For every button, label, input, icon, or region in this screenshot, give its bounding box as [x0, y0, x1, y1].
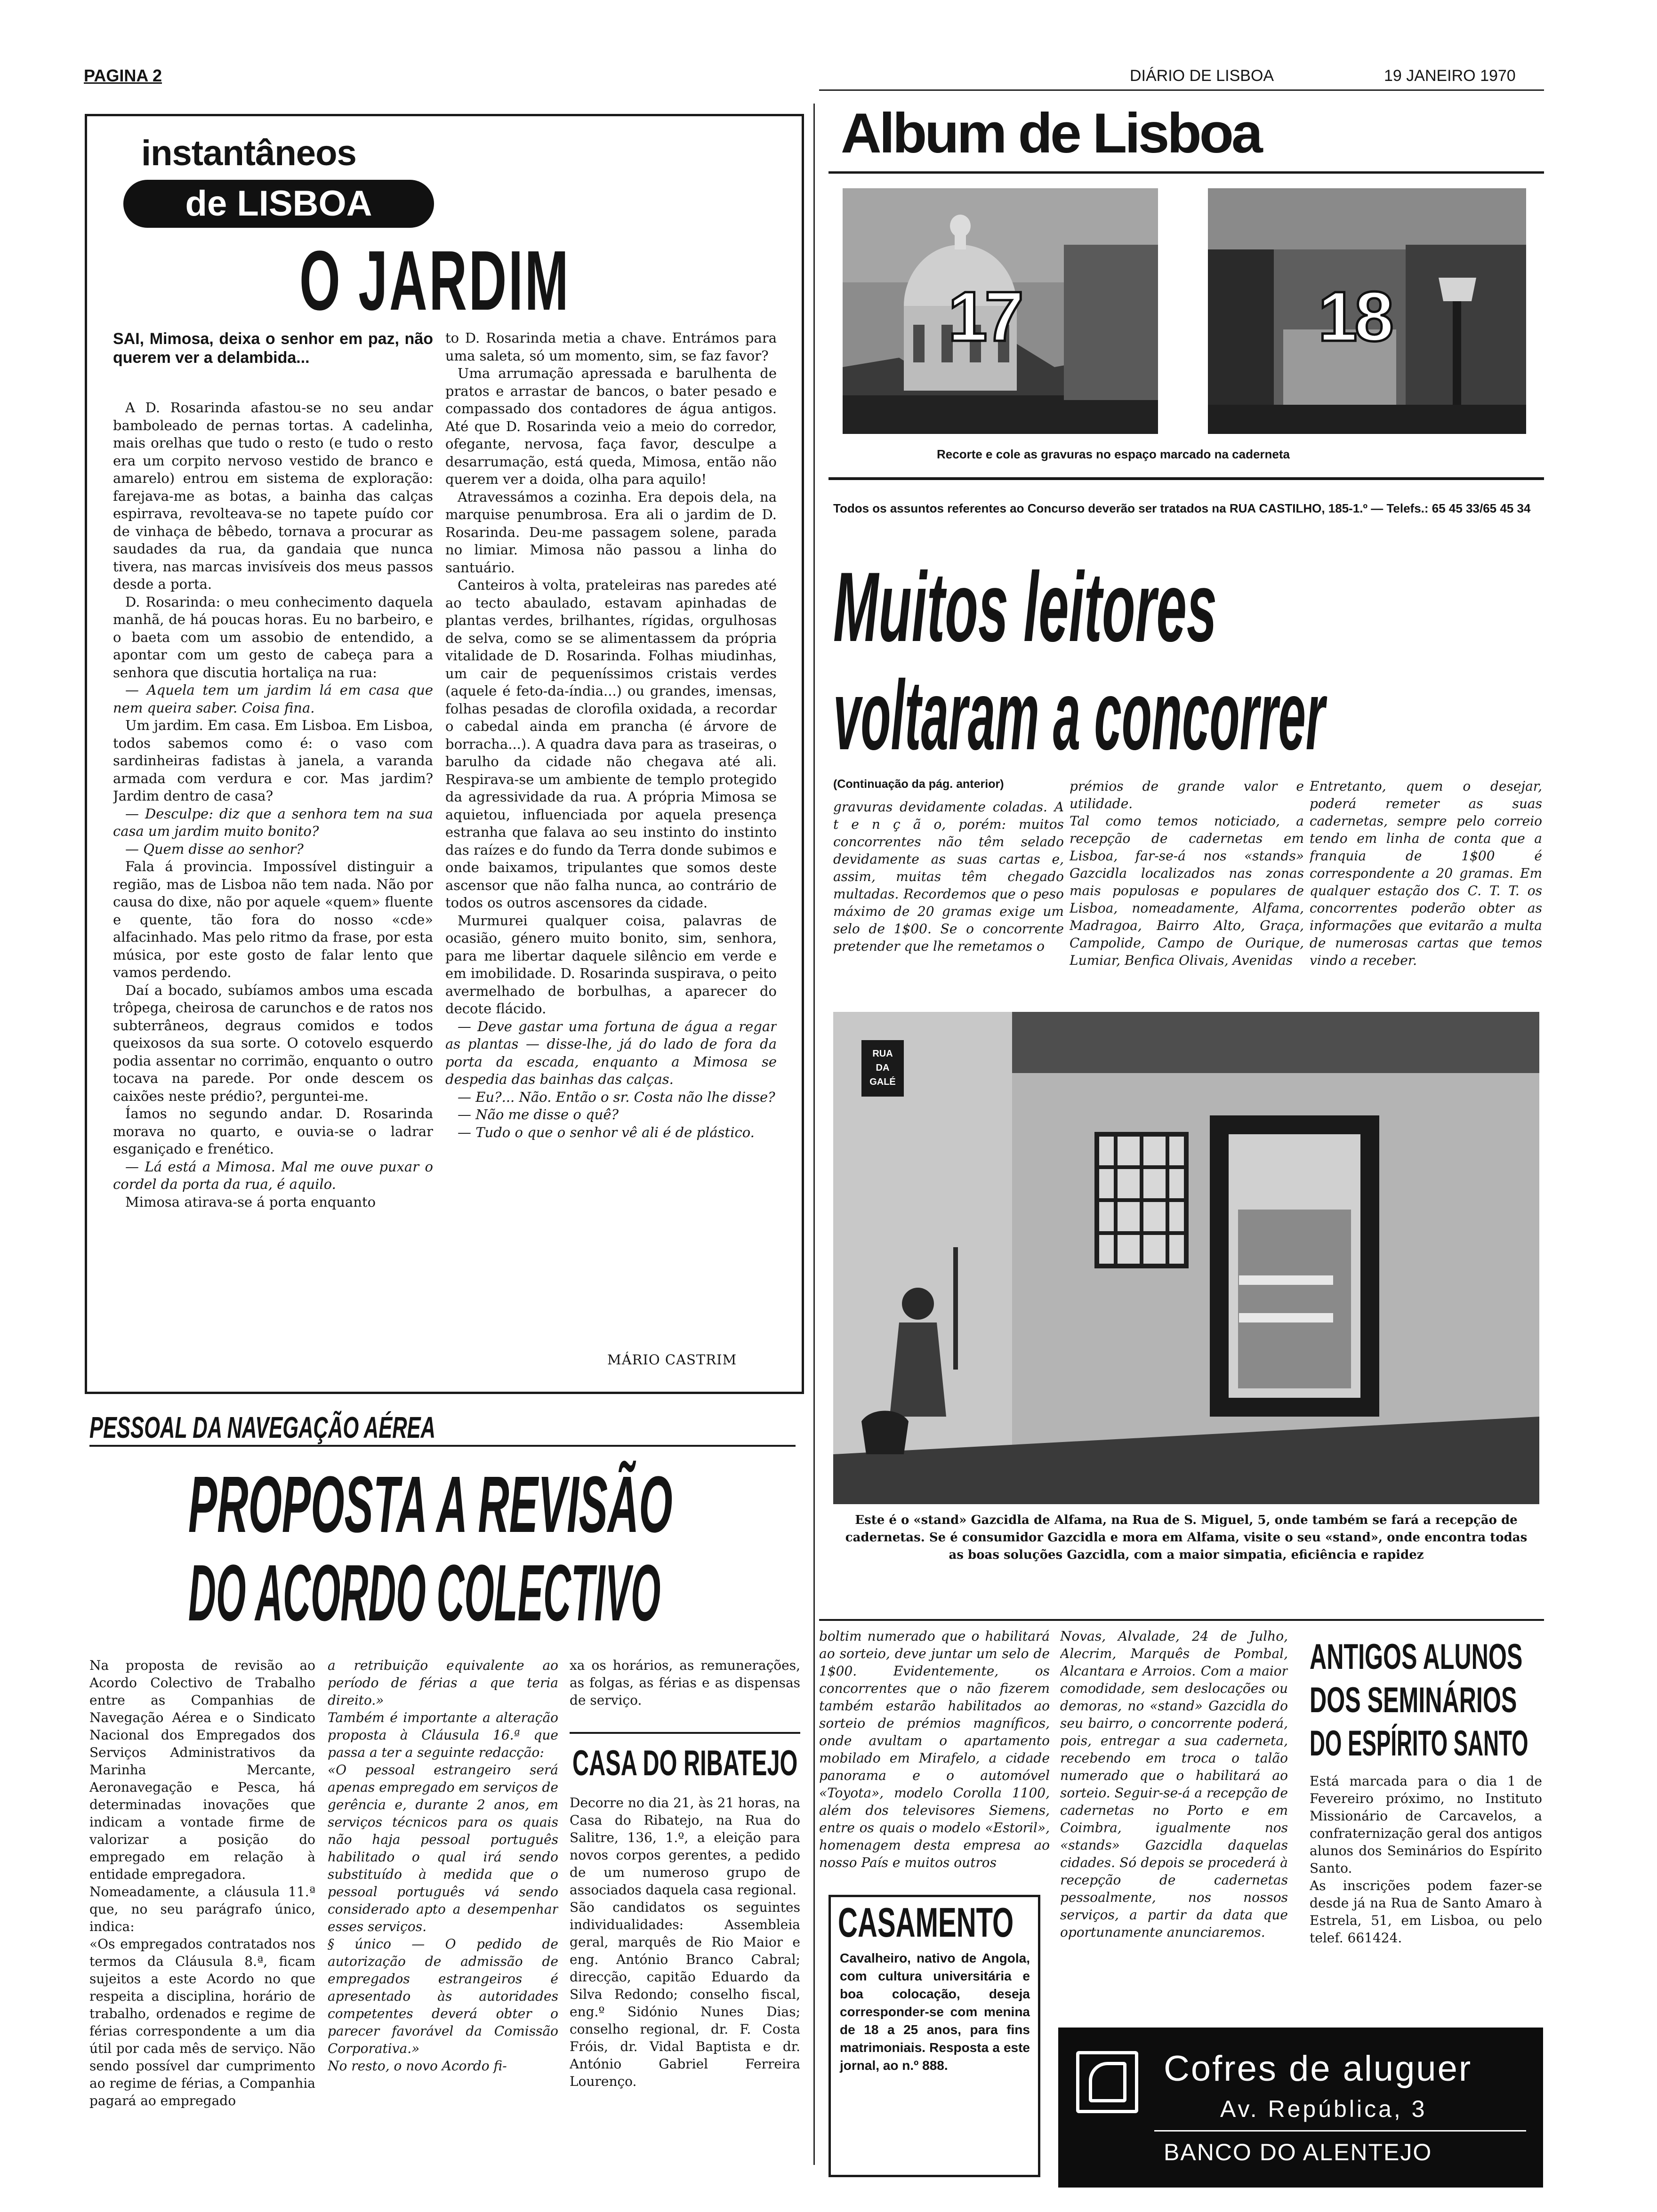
jardim-col1-p9: Íamos no segundo andar. D. Rosarinda morava no quarto, e ouvia-se o ladrar esganiçado e frenético. — [113, 1106, 433, 1157]
ribatejo-title: CASA DO RIBATEJO — [572, 1743, 798, 1783]
jardim-col2-p1: to D. Rosarinda metia a chave. Entrámos para uma saleta, só um momento, sim, se faz favor? — [445, 330, 777, 364]
ribatejo-body: Decorre no dia 21, às 21 horas, na Casa do Ribatejo, na Rua do Salitre, 136, 1.º, a eleição para novos corpos gerentes, a pedido de um numeroso grupo de associados daquela casa regional. São candidatos os seguintes individualidades: Assembleia geral, marquês de Rio Maior e eng. António Branco Cabral; direcção, capitão Eduardo da Silva Redondo; conselho fiscal, eng.º Sidónio Nunes Dias; conselho regional, dr. F. Costa Fróis, dr. Vidal Baptista e dr. António Gabriel Ferreira Lourenço. — [570, 1795, 800, 2089]
street-sign — [861, 1040, 904, 1097]
antigos-title-3: DO ESPÍRITO SANTO — [1310, 1723, 1528, 1763]
ad-line-3: BANCO DO ALENTEJO — [1164, 2139, 1432, 2165]
ad-line-2: Av. República, 3 — [1220, 2096, 1427, 2122]
jardim-col2-p4: Canteiros à volta, prateleiras nas paredes até ao tecto abaulado, estavam apinhadas de plantas verdes, brilhantes, rígidas, orgulhosas de selva, como se se alimentassem da própria vitalidade de D. Rosarinda. Folhas miudinhas, um cair de pequeníssimos cristais verdes (aquele é feto-da-índia...) ou grandes, imensas, folhas pesadas de clorofila oxidada, a recordar o cabedal ainda em prancha (é árvore de borracha...). A quadra dava para as traseiras, o barulho da cidade não chegava até ali. Respirava-se um ambiente de templo protegido da agressividade da rua. A própria Mimosa se aquietou, influenciada por aquela presença estranha que falava ao seu instinto do instinto das raízes e do fundo da Terra donde subimos e onde baixamos, tripulantes que somos deste ascensor que não falha nunca, ao contrário de todos os outros ascensores da cidade. — [445, 577, 777, 911]
street-sign-line2: DA — [876, 1063, 890, 1073]
jardim-col1-p11: Mimosa atirava-se á porta enquanto — [125, 1194, 376, 1210]
center-column-rule — [813, 104, 815, 2165]
jardim-col2-p7: — Eu?... Não. Então o sr. Costa não lhe disse? — [458, 1089, 775, 1105]
album-number-17: 17 — [948, 277, 1021, 356]
aviation-col3: xa os horários, as remunerações, as folgas, as férias e as dispensas de serviço. — [570, 1658, 800, 1708]
jardim-col1-p10: — Lá está a Mimosa. Mal me ouve puxar o cordel da porta da rua, é aquilo. — [113, 1158, 433, 1192]
jardim-col2 — [445, 329, 777, 1327]
jardim-lead: SAI, Mimosa, deixa o senhor em paz, não querem ver a delambida... — [113, 330, 433, 367]
aviation-headline-1: PROPOSTA A REVISÃO — [188, 1460, 673, 1549]
street-sign-line3: GALÉ — [869, 1077, 896, 1087]
street-sign-line1: RUA — [872, 1049, 893, 1059]
jardim-col1-p5: — Desculpe: diz que a senhora tem na sua casa um jardim muito bonito? — [113, 805, 433, 839]
jardim-col1-p4: Um jardim. Em casa. Em Lisboa. Em Lisboa, todos sabemos como é: o vaso com sardinheiras fadistas à janela, a varanda armada com verdura e cor. Mas jardim? Jardim dentro de casa? — [113, 717, 433, 804]
ribatejo-rule — [570, 1732, 800, 1734]
jardim-col1-p1: A D. Rosarinda afastou-se no seu andar bamboleado de pernas tortas. A cadelinha, mais orelhas que tudo o resto (e tudo o resto era um corpito nervoso vestido de branco e amarelo) entrou em sistema de exploração: farejava-me as botas, a bainha das calças espirrava, revolteava-se no tapete puído cor de vinhaça de bêbedo, tornava a procurar as saudades da rua, da gandaia que nunca tivera, nas marcas invisíveis dos meus passos desde a porta. — [113, 400, 433, 592]
album-notice: Todos os assuntos referentes ao Concurso deverão ser tratados na RUA CASTILHO, 185-1.º — Telefs.: 65 45 33/65 45 34 — [833, 501, 1531, 515]
album-headline-1: Muitos leitores — [833, 552, 1217, 662]
album-notice-rule — [828, 477, 1544, 480]
album-col-d: boltim numerado que o habilitará ao sorteio, deve juntar um selo de 1$00. Evidentemente, os concorrentes que o não fizerem também estarão habilitados ao sorteio de prémios magníficos, onde avultam o apartamento mobilado em Mirafelo, a cidade panorama e o automóvel «Toyota», modelo Corolla 1100, além dos televisores Siemens, entre os quais o modelo «Estoril», homenagem desta empresa ao nosso País e muitos outros — [819, 1628, 1050, 1870]
aviation-col1: Na proposta de revisão ao Acordo Colectivo de Trabalho entre as Companhias de Navegação Aérea e o Sindicato Nacional dos Empregados dos Serviços Administrativos da Marinha Mercante, Aeronavegação e Pesca, há determinadas inovações que indicam a vontade firme de valorizar a posição do empregado em relação à entidade empregadora. Nomeadamente, a cláusula 11.ª que, no seu parágrafo único, indica: «Os empregados contratados nos termos da Cláusula 8.ª, ficam sujeitos a este Acordo no que respeita a disciplina, horário de trabalho, ordenados e regime de férias correspondente a um dia útil por cada mês de serviço. Não sendo possível dar cumprimento ao regime de férias, a Companhia pagará ao empregado — [89, 1658, 315, 2108]
jardim-col1-p2: D. Rosarinda: o meu conhecimento daquela manhã, de há poucas horas. Eu no barbeiro, e o baeta com um assobio de entendido, a apontar com um gesto de cabeça para a senhora que discutia hortaliça na rua: — [113, 593, 433, 681]
jardim-title: O JARDIM — [299, 233, 571, 328]
album-number-18: 18 — [1318, 277, 1391, 356]
jardim-col1-p8: Daí a bocado, subíamos ambos uma escada trôpega, cheirosa de carunchos e de ratos nos subterrâneos, degraus comidos e todos queixosos da sua sorte. O cotovelo esquerdo podia assentar no corrimão, enquanto o outro tocava na parede. Por onde descem os caixões neste prédio?, perguntei-me. — [113, 982, 433, 1104]
jardim-col2-p6: — Deve gastar uma fortuna de água a regar as plantas — disse-lhe, já do lado de fora da porta da escada, enquanto a Mimosa se despedia das bainhas das calças. — [445, 1018, 777, 1087]
antigos-body: Está marcada para o dia 1 de Fevereiro próximo, no Instituto Missionário de Carcavelos, a confraternização geral dos antigos alunos dos Seminários do Espírito Santo. As inscrições podem fazer-se desde já na Rua de Santo Amaro à Estrela, 51, em Lisboa, ou pelo telef. 661424. — [1310, 1773, 1542, 1946]
ad-line-1: Cofres de aluguer — [1164, 2049, 1472, 2089]
casamento-title: CASAMENTO — [838, 1899, 1014, 1946]
jardim-col2-p2: Uma arrumação apressada e barulhenta de pratos e arrastar de bancos, o bater pesado e compassado dos contadores de água antigos. Até que D. Rosarinda veio a meio do corredor, ofegante, nervosa, faça favor, desculpe a desarrumação, está queda, Mimosa, então não querem ver a doida, olha para aquilo! — [445, 365, 777, 487]
page-number: PAGINA 2 — [84, 66, 162, 85]
album-continuation: (Continuação da pág. anterior) — [833, 777, 1004, 791]
album-headline-2: voltaram a concorrer — [833, 660, 1325, 770]
lower-right-top-rule — [819, 1619, 1544, 1621]
bank-logo-inner-icon — [1089, 2062, 1126, 2102]
bank-logo-icon — [1076, 2051, 1138, 2113]
stand-photo-caption: Este é o «stand» Gazcidla de Alfama, na Rua de S. Miguel, 5, onde também se fará a recepção de cadernetas. Se é consumidor Gazcidla e mora em Alfama, visite o seu «stand», onde encontra todas as boas soluções Gazcidla, com a maior simpatia, eficiência e rapidez — [845, 1513, 1528, 1562]
album-col-c: Entretanto, quem o desejar, poderá remeter as suas cadernetas, sempre pelo correio tendo em linha de conta que a franquia de 1$00 é correspondente a 20 gramas. Em qualquer estação dos C. T. T. os concorrentes poderão obter as informações que evitarão a multa de numerosas cartas que temos vindo a receber. — [1310, 778, 1542, 968]
antigos-title-2: DOS SEMINÁRIOS — [1310, 1680, 1517, 1720]
jardim-col1-p3: — Aquela tem um jardim lá em casa que nem queira saber. Coisa fina. — [113, 682, 433, 716]
album-col-e: Novas, Alvalade, 24 de Julho, Alecrim, Marquês de Pombal, Alcantara e Arroios. Com a maior comodidade, sem deslocações ou demoras, no «stand» Gazcidla do seu bairro, o concorrente poderá, pois, entregar a sua caderneta, recebendo em troca o talão numerado que o habilitará ao sorteio. Seguir-se-á a recepção de cadernetas no Porto e em Coimbra, igualmente nos «stands» Gazcidla daquelas cidades. Só depois se procederá à recepção de cadernetas pessoalmente, nos nossos serviços, a partir da data que oportunamente anunciaremos. — [1060, 1628, 1288, 1940]
stand-storefront-illustration — [833, 1012, 1539, 1504]
album-title: Album de Lisboa — [841, 102, 1261, 165]
casamento-body: Cavalheiro, nativo de Angola, com cultura universitária e boa colocação, deseja corresponder-se com menina de 18 a 25 anos, para fins matrimoniais. Resposta a este jornal, ao n.º 888. — [840, 1951, 1030, 2073]
jardim-col1 — [113, 399, 433, 1378]
jardim-col2-p8: — Não me disse o quê? — [458, 1106, 619, 1122]
album-title-rule — [828, 171, 1544, 174]
jardim-byline: MÁRIO CASTRIM — [607, 1352, 737, 1368]
jardim-col1-p7: Fala á provincia. Impossível distinguir a região, mas de Lisboa não tem nada. Não por causa do dixe, não por aquele «quem» fluente e quente, tão fora do nosso «cde» alfacinhado. Mas pelo ritmo da frase, por esta música, por este gosto de falar lento que vamos perdendo. — [113, 858, 433, 980]
jardim-kicker-line1: instantâneos — [141, 133, 356, 173]
newspaper-name: DIÁRIO DE LISBOA — [1130, 67, 1274, 85]
aviation-kicker: PESSOAL DA NAVEGAÇÃO AÉREA — [89, 1411, 436, 1444]
stand-photo — [833, 1012, 1539, 1504]
jardim-col1-p6: — Quem disse ao senhor? — [125, 841, 304, 857]
album-col-b: prémios de grande valor e utilidade. Tal como temos noticiado, a recepção de cadernetas em Lisboa, far-se-á nos «stands» Gazcidla localizados nas zonas mais populosas e populares de Lisboa, nomeadamente, Alfama, Madragoa, Bairro Alto, Graça, Campolide, Campo de Ourique, Lumiar, Benfica Olivais, Avenidas — [1070, 778, 1304, 968]
aviation-kicker-rule — [89, 1445, 796, 1447]
album-col-a: gravuras devidamente coladas. A t e n ç ã o, porém: muitos concorrentes não têm selado devidamente as suas cartas e, assim, muitas têm chegado multadas. Recordemos que o peso máximo de 20 gramas exige um selo de 1$00. Se o concorrente pretender que lhe remetamos o — [833, 799, 1064, 954]
antigos-title-1: ANTIGOS ALUNOS — [1310, 1637, 1523, 1677]
jardim-col2-p3: Atravessámos a cozinha. Era depois dela, na marquise penumbrosa. Era ali o jardim de D. Rosarinda. Deu-me passagem solene, parada no limiar. Mimosa não passou a linha do santuário. — [445, 489, 777, 576]
album-caption: Recorte e cole as gravuras no espaço marcado na caderneta — [937, 447, 1290, 461]
aviation-col2: a retribuição equivalente ao período de férias a que teria direito.» Também é importante a alteração proposta à Cláusula 16.ª que passa a ter a seguinte redacção: «O pessoal estrangeiro será apenas empregado em serviços de gerência e, durante 2 anos, em serviços técnicos para os quais não haja pessoal português habilitado o qual irá sendo substituído à medida que o pessoal português vá sendo considerado apto a desempenhar esses serviços. § único — O pedido de autorização de admissão de empregados estrangeiros é apresentado às autoridades competentes deverá obter o parecer favorável da Comissão Corporativa.» No resto, o novo Acordo fi- — [328, 1658, 558, 2074]
issue-date: 19 JANEIRO 1970 — [1384, 67, 1516, 85]
header-rule — [819, 89, 1544, 91]
jardim-col2-p9: — Tudo o que o senhor vê ali é de plástico. — [458, 1124, 755, 1140]
jardim-kicker-line2: de LISBOA — [123, 180, 434, 228]
jardim-col2-p5: Murmurei qualquer coisa, palavras de ocasião, género muito bonito, sim, senhora, para me libertar daquele silêncio em verde e em imobilidade. D. Rosarinda suspirava, o peito avermelhado de borbulhas, a aparecer do decote flácido. — [445, 912, 777, 1017]
aviation-headline-2: DO ACORDO COLECTIVO — [188, 1548, 661, 1638]
ad-divider — [1154, 2130, 1526, 2132]
banco-ad — [1058, 2028, 1543, 2188]
